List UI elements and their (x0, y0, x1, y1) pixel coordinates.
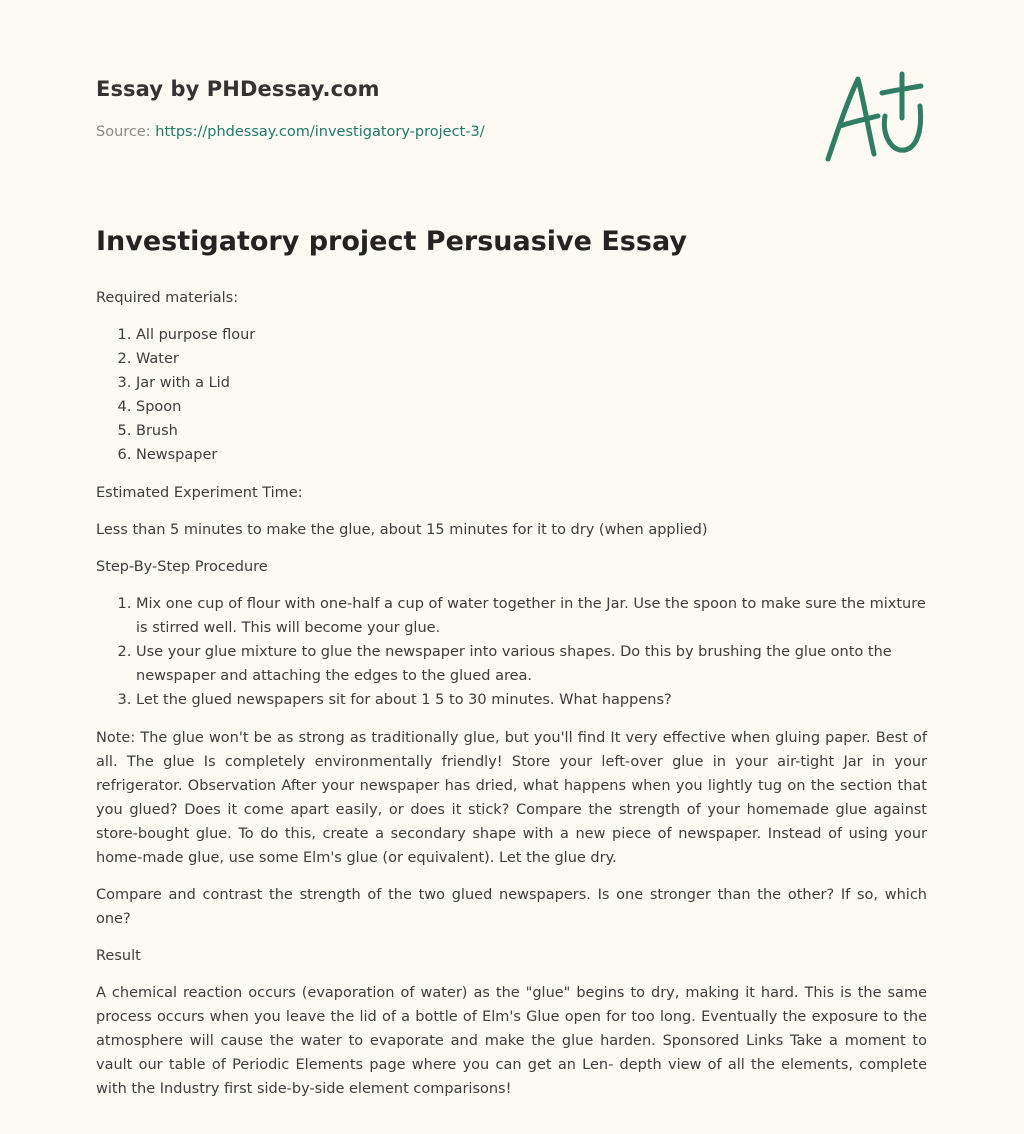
list-item: 3. Jar with a Lid (136, 371, 927, 395)
time-text: Less than 5 minutes to make the glue, about 15 minutes for it to dry (when applied) (96, 522, 708, 538)
a-plus-logo-icon (818, 66, 930, 166)
materials-label: Required materials: (96, 290, 239, 306)
materials-list (96, 323, 927, 467)
list-item: 4. Spoon (136, 395, 927, 419)
essay-title: Investigatory project Persuasive Essay (96, 226, 687, 257)
source-label: Source: (96, 124, 151, 140)
time-label: Estimated Experiment Time: (96, 485, 303, 501)
source-link[interactable]: https://phdessay.com/investigatory-project-3/ (155, 124, 485, 140)
list-item: 1. All purpose flour (136, 323, 927, 347)
result-paragraph: A chemical reaction occurs (evaporation of water) as the "glue" begins to dry, making it hard. This is the same process occurs when you leave the lid of a bottle of Elm's Glue open for too long. Eventually the exposure to the atmosphere will cause the water to evaporate and make the glue harden. Sponsored Links Take a moment to vault our table of Periodic Elements page where you can get an Len- depth view of all the elements, complete with the Industry first side-by-side element comparisons! (96, 985, 927, 1097)
source-line (96, 124, 485, 140)
list-item: 2. Water (136, 347, 927, 371)
list-item: 1. Mix one cup of flour with one-half a cup of water together in the Jar. Use the spoon to make sure the mixture is stirred well. This will become your glue. (136, 592, 927, 640)
list-item: 5. Brush (136, 419, 927, 443)
procedure-steps (96, 592, 927, 712)
note-paragraph: Note: The glue won't be as strong as traditionally glue, but you'll find It very effective when gluing paper. Best of all. The glue Is completely environmentally friendly! Store your left-over glue in your air-tight Jar in your refrigerator. Observation After your newspaper has dried, what happens when you lightly tug on the section that you glued? Does it come apart easily, or does it stick? Compare the strength of your homemade glue against store-bought glue. To do this, create a secondary shape with a new piece of newspaper. Instead of using your home-made glue, use some Elm's glue (or equivalent). Let the glue dry. (96, 730, 927, 866)
list-item: 2. Use your glue mixture to glue the newspaper into various shapes. Do this by brushing the glue onto the newspaper and attaching the edges to the glued area. (136, 640, 927, 688)
procedure-label: Step-By-Step Procedure (96, 559, 268, 575)
compare-paragraph: Compare and contrast the strength of the two glued newspapers. Is one stronger than the other? If so, which one? (96, 887, 927, 927)
site-brand: Essay by PHDessay.com (96, 77, 380, 101)
essay-body (96, 286, 927, 1114)
list-item: 6. Newspaper (136, 443, 927, 467)
list-item: 3. Let the glued newspapers sit for about 1 5 to 30 minutes. What happens? (136, 688, 927, 712)
result-label: Result (96, 948, 141, 964)
